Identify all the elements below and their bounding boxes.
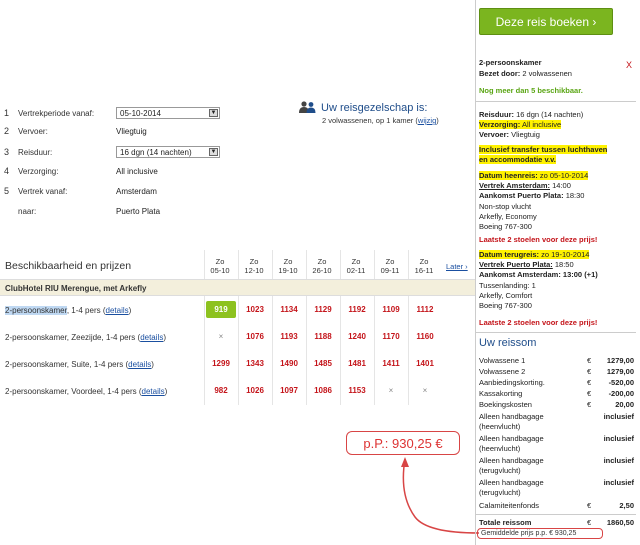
price-cell[interactable]: 1343 (246, 359, 264, 368)
cost-label: Alleen handbagage (479, 478, 544, 487)
cost-label: Calamiteitenfonds (479, 501, 540, 510)
cost-amount: 2,50 (619, 501, 634, 510)
room-label: 2-persoonskamer, 1-4 pers (details) (5, 306, 132, 315)
cost-amount: -200,00 (608, 389, 634, 398)
later-link[interactable]: Later › (446, 262, 468, 271)
price-cell[interactable]: 1481 (348, 359, 366, 368)
cost-label: Kassakorting (479, 389, 523, 398)
duration-info-label: Reisduur: (479, 110, 515, 119)
travel-party-summary-text: 2 volwassenen, op 1 kamer (322, 116, 414, 125)
price-cell[interactable]: 1112 (416, 305, 434, 314)
date-day: Zo (419, 257, 429, 266)
date-column[interactable] (205, 257, 235, 275)
occupied-by (479, 69, 572, 78)
people-icon (298, 101, 318, 114)
hotel-name: ClubHotel RIU Merengue, met Arkefly (5, 284, 147, 293)
step-number: 5 (4, 186, 10, 196)
form-row-departure (4, 106, 220, 120)
step-number: 2 (4, 126, 10, 136)
cost-label-sub: (heenvlucht) (479, 444, 521, 453)
return-airline: Arkefly, Comfort (479, 291, 533, 300)
total-currency: € (587, 518, 592, 527)
change-party-link[interactable]: wijzig (417, 116, 437, 125)
board-info (479, 120, 561, 129)
date-day: Zo (283, 257, 293, 266)
return-date-label: Datum terugreis: (479, 250, 540, 259)
annotation-arrow-icon (395, 455, 485, 540)
date-day: Zo (317, 257, 327, 266)
outbound-depart (479, 181, 571, 190)
cost-label: Boekingskosten (479, 400, 532, 409)
price-cell[interactable]: 1129 (314, 305, 332, 314)
return-aircraft: Boeing 767-300 (479, 301, 532, 310)
outbound-arrive-time: 18:30 (565, 191, 585, 200)
destination-value: Puerto Plata (116, 206, 161, 216)
room-name: , 1-4 pers (66, 306, 101, 315)
price-cell[interactable]: 982 (214, 386, 228, 395)
total-label: Totale reissom (479, 518, 532, 527)
cost-row (479, 389, 634, 399)
transport-value: Vliegtuig (116, 126, 147, 136)
cost-row-cont (479, 422, 634, 432)
cost-currency: € (587, 378, 592, 387)
price-cell[interactable]: 1109 (382, 305, 400, 314)
travel-party (298, 101, 448, 125)
cost-row (479, 367, 634, 377)
total-amount: 1860,50 (606, 518, 634, 527)
date-column[interactable] (409, 257, 439, 275)
outbound-arrive-label: Aankomst Puerto Plata: (479, 191, 564, 200)
cost-label: Alleen handbagage (479, 434, 544, 443)
availability-note: Nog meer dan 5 beschikbaar. (479, 86, 583, 95)
step-number: 1 (4, 108, 10, 118)
cost-label: Alleen handbagage (479, 456, 544, 465)
duration-select[interactable] (116, 146, 220, 158)
cost-label-sub: (terugvlucht) (479, 466, 521, 475)
outbound-depart-label: Vertrek Amsterdam: (479, 181, 551, 190)
cost-amount: 1279,00 (606, 356, 634, 365)
form-row-transport (4, 124, 147, 138)
departure-airport-value: Amsterdam (116, 186, 157, 196)
date-day: Zo (385, 257, 395, 266)
table-row (0, 379, 475, 405)
transport-info-value: Vliegtuig (511, 130, 540, 139)
duration-info (479, 110, 583, 119)
cost-amount: inclusief (603, 412, 634, 421)
date-day: Zo (215, 257, 225, 266)
cost-amount: 20,00 (615, 400, 634, 409)
average-price-box: Gemiddelde prijs p.p. € 930,25 (477, 528, 603, 539)
duration-label: Reisduur: (18, 147, 53, 157)
departure-airport-label: Vertrek vanaf: (18, 186, 68, 196)
room-name: 2-persoonskamer, Zeezijde, 1-4 pers (5, 333, 136, 342)
room-name-highlight: 2-persoonskamer (5, 306, 67, 315)
departure-label: Vertrekperiode vanaf: (18, 108, 95, 118)
departure-date-select[interactable] (116, 107, 220, 119)
cost-amount: -520,00 (608, 378, 634, 387)
price-cell[interactable]: 1240 (348, 332, 366, 341)
form-row-departure-airport (4, 184, 157, 198)
occupied-label: Bezet door: (479, 69, 521, 78)
price-cell[interactable]: 1160 (416, 332, 434, 341)
price-cell[interactable]: 1023 (246, 305, 264, 314)
price-cell[interactable]: 1411 (382, 359, 400, 368)
form-row-duration (4, 145, 220, 159)
return-arrive-time: 13:00 (+1) (562, 270, 598, 279)
travel-party-heading: Uw reisgezelschap is: (321, 101, 428, 114)
price-cell[interactable]: 1170 (382, 332, 400, 341)
board-info-label: Verzorging: (479, 120, 521, 129)
outbound-arrive (479, 191, 584, 200)
price-cell[interactable]: 1026 (246, 386, 264, 395)
price-cell[interactable]: 1153 (348, 386, 366, 395)
divider (476, 101, 636, 102)
return-date-value: zo 19-10-2014 (541, 250, 590, 259)
board-label: Verzorging: (18, 166, 59, 176)
outbound-date (479, 171, 588, 180)
details-link[interactable]: details (105, 306, 129, 315)
total-row (479, 518, 634, 528)
book-trip-button[interactable]: Deze reis boeken › (479, 8, 613, 35)
chevron-down-icon[interactable]: ▼ (210, 110, 217, 116)
transfer-line-2: en accommodatie v.v. (479, 155, 556, 164)
cost-row-cont (479, 444, 634, 454)
return-stopovers: Tussenlanding: 1 (479, 281, 536, 290)
destination-label: naar: (18, 206, 37, 216)
date-value: 09-11 (380, 266, 400, 275)
price-cell[interactable]: 1485 (314, 359, 332, 368)
cost-row (479, 434, 634, 444)
board-value: All inclusive (116, 166, 158, 176)
cost-label-sub: (heenvlucht) (479, 422, 521, 431)
form-row-board (4, 164, 158, 178)
date-value: 26-10 (312, 266, 332, 275)
departure-date-value: 05-10-2014 (120, 108, 161, 118)
cost-row (479, 501, 634, 511)
hotel-bar (0, 279, 475, 296)
price-cell[interactable]: 1086 (314, 386, 332, 395)
occupied-value: 2 volwassenen (522, 69, 572, 78)
availability-title: Beschikbaarheid en prijzen (5, 260, 132, 272)
unavailable-icon: × (388, 386, 394, 395)
transfer-line-1: Inclusief transfer tussen luchthaven (479, 145, 608, 154)
cost-row-cont (479, 488, 634, 498)
travel-party-title (298, 101, 448, 114)
transport-info-label: Vervoer: (479, 130, 510, 139)
outbound-flight-type: Non-stop vlucht (479, 202, 532, 211)
date-column[interactable] (239, 257, 269, 275)
price-cell[interactable]: 1188 (314, 332, 332, 341)
form-row-destination (4, 204, 160, 218)
price-cell[interactable]: 1490 (280, 359, 298, 368)
cost-row (479, 412, 634, 422)
duration-info-value: 16 dgn (14 nachten) (516, 110, 584, 119)
cost-row (479, 378, 634, 388)
cost-row (479, 400, 634, 410)
chevron-down-icon[interactable]: ▼ (210, 149, 217, 155)
trip-total-title: Uw reissom (479, 337, 537, 349)
unavailable-icon: × (218, 332, 224, 341)
cost-row-cont (479, 466, 634, 476)
outbound-date-value: zo 05-10-2014 (539, 171, 589, 180)
board-info-value: All inclusive (521, 120, 562, 129)
details-link[interactable]: details (140, 333, 164, 342)
cost-label: Volwassene 1 (479, 356, 526, 365)
close-icon[interactable]: X (626, 60, 633, 70)
room-type: 2-persoonskamer (479, 58, 542, 67)
unavailable-icon: × (422, 386, 428, 395)
cost-amount: inclusief (603, 434, 634, 443)
divider (476, 514, 636, 515)
room-label: 2-persoonskamer, Zeezijde, 1-4 pers (details) (5, 333, 166, 342)
cost-row (479, 478, 634, 488)
price-cell[interactable]: 1192 (348, 305, 366, 314)
return-depart-time: 18:50 (554, 260, 574, 269)
date-value: 19-10 (278, 266, 298, 275)
step-number: 4 (4, 166, 10, 176)
cost-label: Volwassene 2 (479, 367, 526, 376)
room-name: 2-persoonskamer, Voordeel, 1-4 pers (5, 387, 137, 396)
transport-info (479, 130, 540, 139)
date-value: 12-10 (244, 266, 264, 275)
room-label: 2-persoonskamer, Voordeel, 1-4 pers (details) (5, 387, 168, 396)
cost-label: Alleen handbagage (479, 412, 544, 421)
cost-currency: € (587, 356, 592, 365)
return-seat-warning: Laatste 2 stoelen voor deze prijs! (479, 318, 598, 327)
outbound-aircraft: Boeing 767-300 (479, 222, 532, 231)
date-day: Zo (249, 257, 259, 266)
date-value: 05-10 (210, 266, 230, 275)
return-depart-label: Vertrek Puerto Plata: (479, 260, 553, 269)
table-row (0, 298, 475, 324)
outbound-depart-time: 14:00 (552, 181, 571, 190)
step-number: 3 (4, 147, 10, 157)
price-cell[interactable]: 1076 (246, 332, 264, 341)
date-column[interactable] (375, 257, 405, 275)
cost-label: Aanbiedingskorting. (479, 378, 545, 387)
date-value: 16-11 (414, 266, 434, 275)
transport-label: Vervoer: (18, 126, 48, 136)
return-arrive-label: Aankomst Amsterdam: (479, 270, 561, 279)
price-cell[interactable]: 1097 (280, 386, 298, 395)
date-value: 02-11 (346, 266, 366, 275)
cost-label-sub: (terugvlucht) (479, 488, 521, 497)
table-row (0, 325, 475, 351)
cost-currency: € (587, 389, 592, 398)
details-link[interactable]: details (141, 387, 165, 396)
price-cell[interactable]: 1134 (280, 305, 298, 314)
outbound-date-label: Datum heenreis: (479, 171, 538, 180)
room-label: 2-persoonskamer, Suite, 1-4 pers (details) (5, 360, 154, 369)
cost-amount: 1279,00 (606, 367, 634, 376)
price-cell[interactable]: 1299 (212, 359, 230, 368)
divider (476, 332, 636, 333)
price-cell-selected[interactable]: 919 (206, 301, 236, 318)
room-name: 2-persoonskamer, Suite, 1-4 pers (5, 360, 124, 369)
price-cell[interactable]: 1193 (280, 332, 298, 341)
transfer-note (479, 145, 607, 154)
cost-currency: € (587, 501, 592, 510)
cost-currency: € (587, 367, 592, 376)
date-column[interactable] (341, 257, 371, 275)
cost-row (479, 356, 634, 366)
duration-value: 16 dgn (14 nachten) (120, 147, 192, 157)
cost-amount: inclusief (603, 456, 634, 465)
return-arrive (479, 270, 598, 279)
table-row (0, 352, 475, 378)
outbound-seat-warning: Laatste 2 stoelen voor deze prijs! (479, 235, 598, 244)
date-day: Zo (351, 257, 361, 266)
price-per-person-annotation: p.P.: 930,25 € (346, 431, 460, 455)
transfer-note-2 (479, 155, 556, 164)
cost-row (479, 456, 634, 466)
date-column[interactable] (307, 257, 337, 275)
return-depart (479, 260, 574, 269)
details-link[interactable]: details (128, 360, 152, 369)
travel-party-summary: 2 volwassenen, op 1 kamer (wijzig) (322, 116, 439, 125)
price-cell[interactable]: 1401 (416, 359, 434, 368)
cost-amount: inclusief (603, 478, 634, 487)
cost-currency: € (587, 400, 592, 409)
date-column[interactable] (273, 257, 303, 275)
return-date (479, 250, 589, 259)
outbound-airline: Arkefly, Economy (479, 212, 537, 221)
